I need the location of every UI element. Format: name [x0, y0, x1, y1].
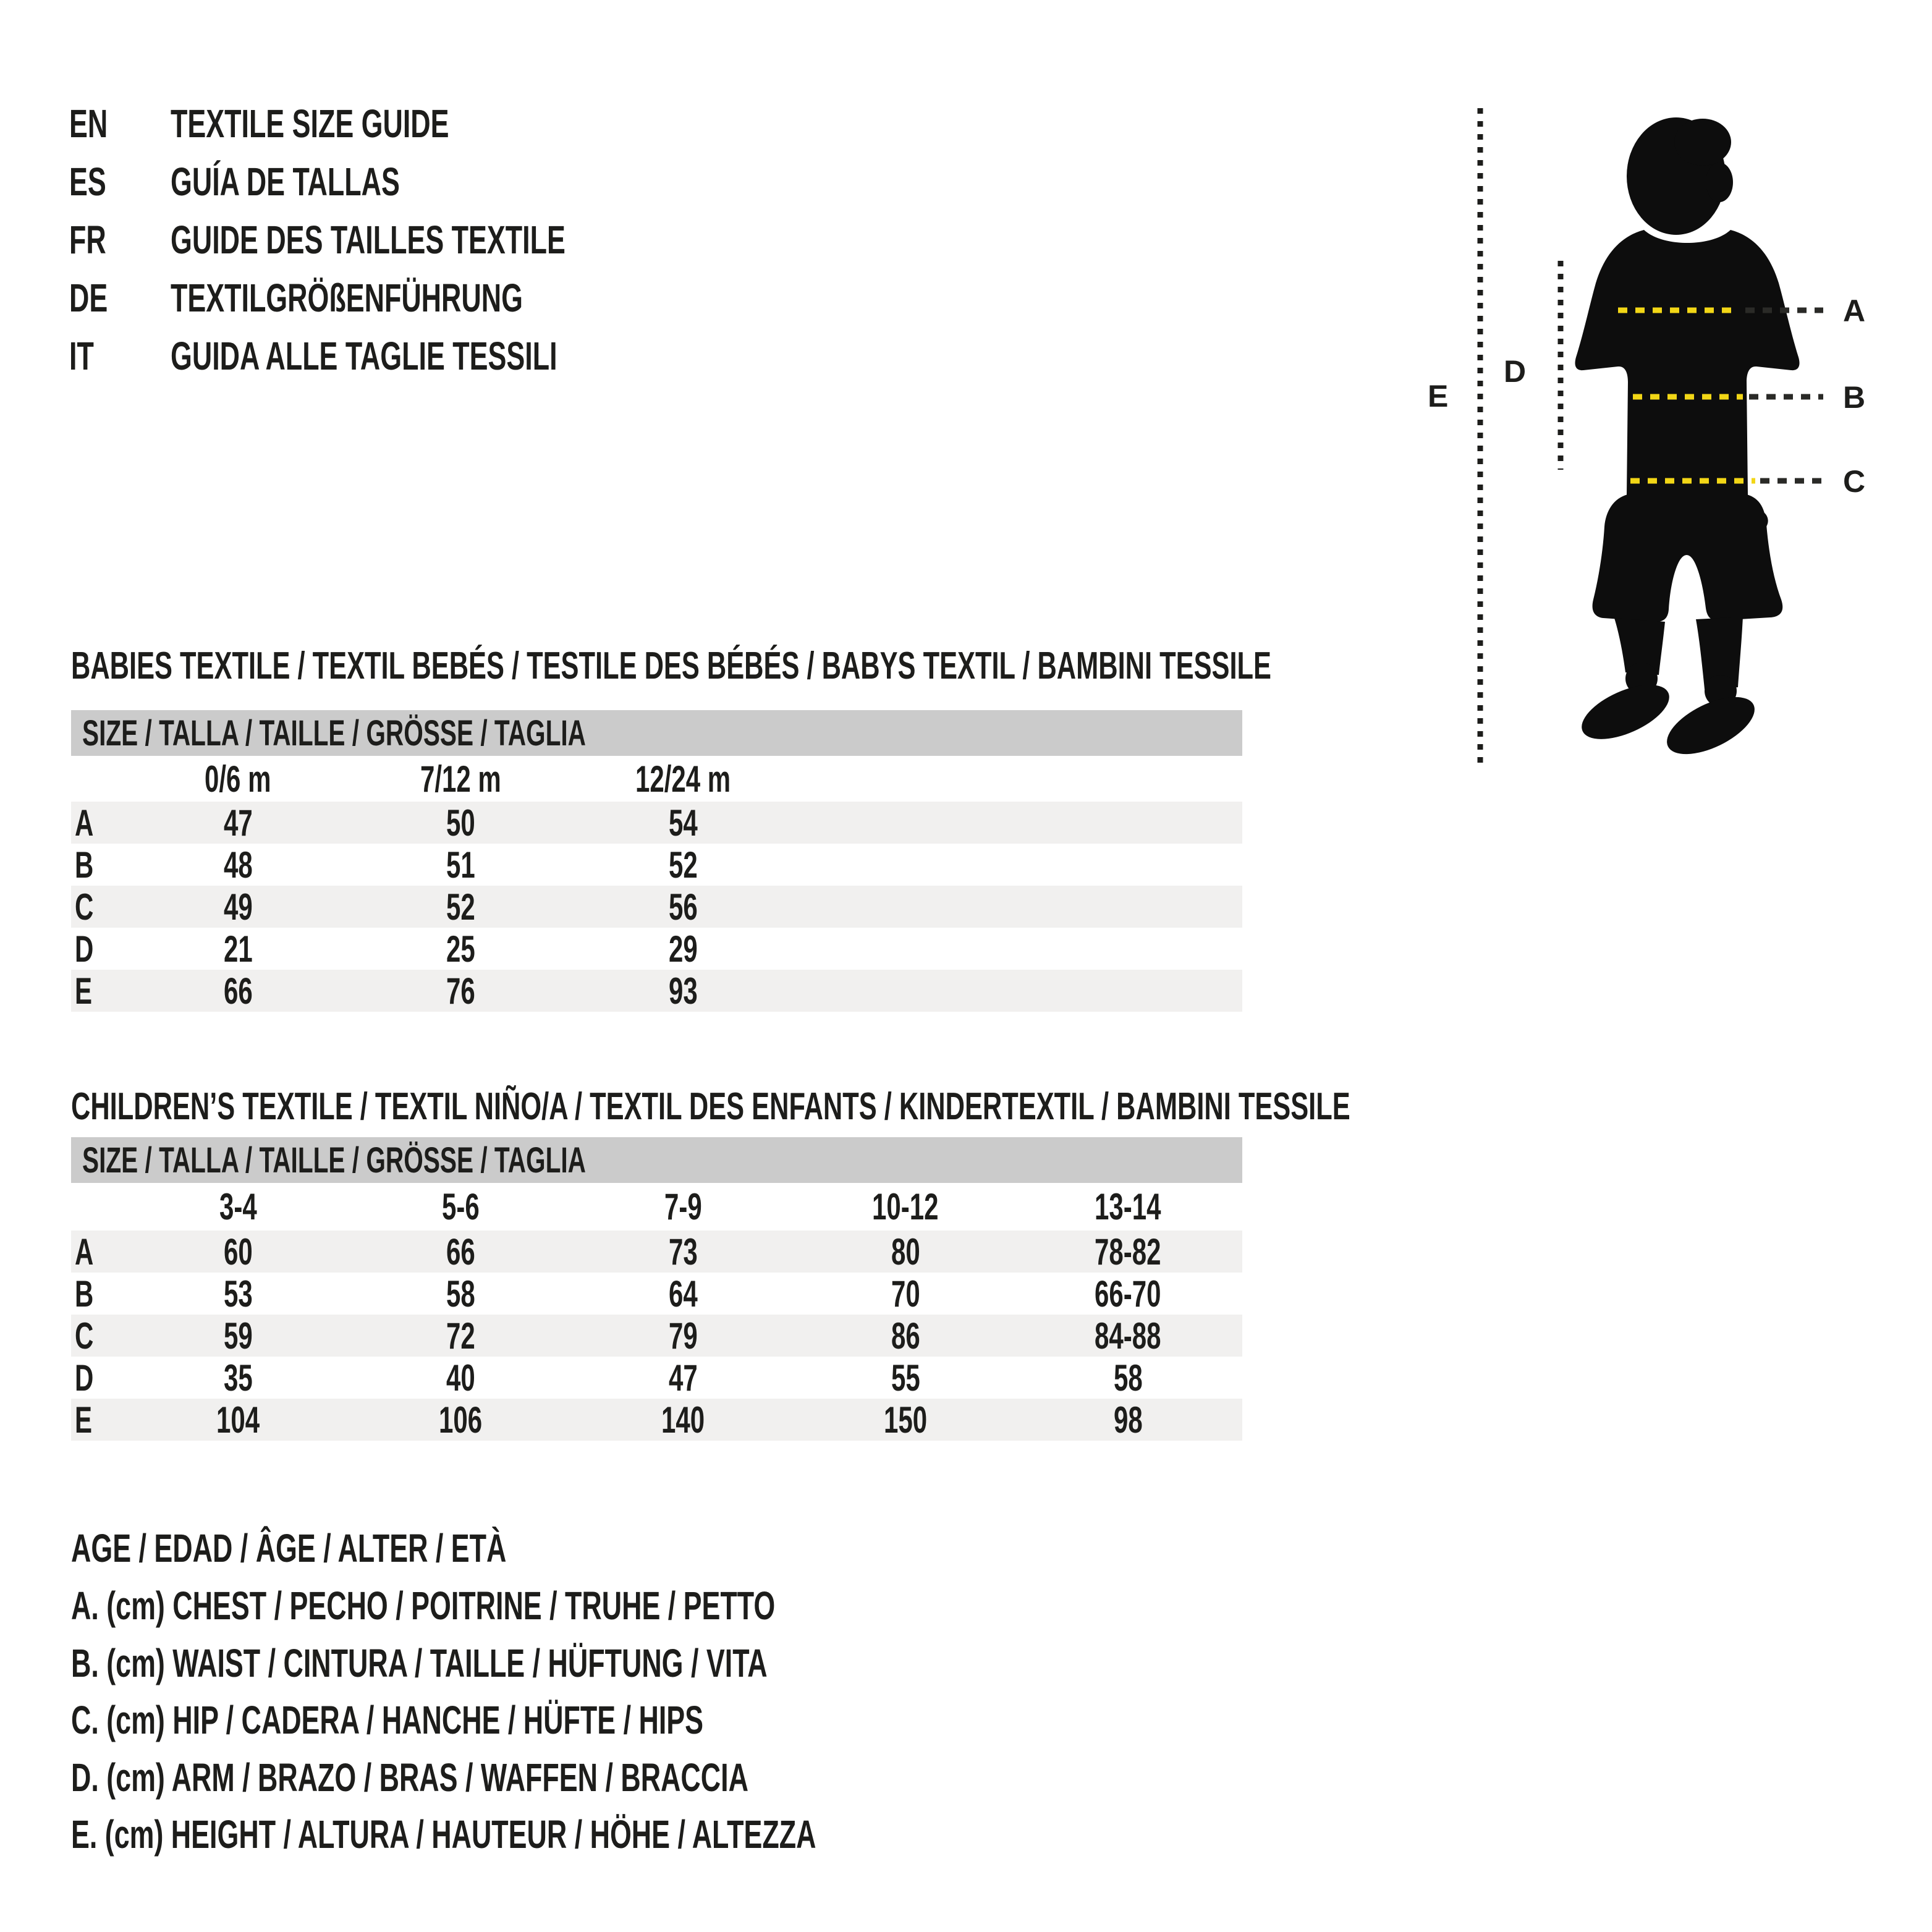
row-label: D	[75, 1357, 94, 1399]
table-cell: 98	[1113, 1399, 1143, 1441]
babies-col-header: 7/12 m	[420, 758, 501, 800]
row-label: D	[75, 928, 94, 970]
row-label: C	[75, 886, 94, 928]
row-label: C	[75, 1315, 94, 1357]
children-column-header-row	[71, 1183, 1242, 1231]
row-label: B	[75, 844, 94, 886]
table-cell: 56	[668, 886, 698, 928]
row-label: E	[75, 970, 93, 1012]
table-cell: 55	[891, 1357, 920, 1399]
language-title: TEXTILGRÖßENFÜHRUNG	[171, 276, 523, 320]
babies-col-header: 12/24 m	[635, 758, 731, 800]
table-cell: 60	[223, 1231, 253, 1273]
table-cell: 21	[223, 928, 253, 970]
language-code: DE	[69, 276, 108, 320]
children-size-header-band	[71, 1137, 1242, 1183]
silhouette-shirt-torso	[1575, 230, 1800, 531]
table-cell: 48	[223, 844, 253, 886]
legend-line-age: AGE / EDAD / ÂGE / ALTER / ETÀ	[71, 1526, 507, 1570]
table-cell: 73	[668, 1231, 698, 1273]
children-col-header: 10-12	[872, 1186, 939, 1227]
figure-label-c: C	[1843, 464, 1866, 499]
language-row-en	[69, 95, 1367, 153]
silhouette-left-shoe	[1574, 674, 1677, 750]
silhouette-ear	[1706, 163, 1733, 202]
table-cell: 35	[223, 1357, 253, 1399]
table-cell: 29	[668, 928, 698, 970]
table-cell: 140	[661, 1399, 705, 1441]
children-table-row-a	[71, 1231, 1242, 1273]
child-silhouette-figure	[1421, 99, 1891, 803]
children-col-header: 3-4	[219, 1186, 257, 1227]
language-title: GUÍA DE TALLAS	[171, 159, 400, 204]
babies-section-heading	[71, 646, 1786, 685]
babies-heading-text: BABIES TEXTILE / TEXTIL BEBÉS / TESTILE DES BÉBÉS / BABYS TEXTIL / BAMBINI TESSILE	[71, 644, 1272, 687]
table-cell: 72	[446, 1315, 475, 1357]
table-cell: 150	[883, 1399, 928, 1441]
table-cell: 79	[668, 1315, 698, 1357]
table-cell: 58	[1113, 1357, 1143, 1399]
language-row-it	[69, 327, 1367, 385]
children-col-header: 5-6	[441, 1186, 480, 1227]
table-cell: 52	[446, 886, 475, 928]
children-table-row-d	[71, 1357, 1242, 1399]
table-cell: 104	[216, 1399, 260, 1441]
language-title: GUIDE DES TAILLES TEXTILE	[171, 218, 566, 262]
babies-column-header-row	[71, 756, 1242, 802]
table-cell: 53	[223, 1273, 253, 1315]
children-heading-text: CHILDREN’S TEXTILE / TEXTIL NIÑO/A / TEXTIL DES ENFANTS / KINDERTEXTIL / BAMBINI TESSILE	[71, 1085, 1350, 1128]
table-cell: 51	[446, 844, 475, 886]
table-cell: 84-88	[1095, 1315, 1161, 1357]
language-row-es	[69, 153, 1367, 211]
children-col-header: 7-9	[664, 1186, 702, 1227]
table-cell: 78-82	[1095, 1231, 1161, 1273]
measurement-figure	[1421, 99, 1891, 803]
legend-line-height: E. (cm) HEIGHT / ALTURA / HAUTEUR / HÖHE / ALTEZZA	[71, 1812, 816, 1857]
language-title-block	[69, 95, 1367, 385]
table-cell: 76	[446, 970, 475, 1012]
row-label: A	[75, 1231, 94, 1273]
children-table-row-e	[71, 1399, 1242, 1441]
legend-line-waist: B. (cm) WAIST / CINTURA / TAILLE / HÜFTUNG / VITA	[71, 1641, 768, 1685]
babies-size-header-band	[71, 710, 1242, 756]
row-label: B	[75, 1273, 94, 1315]
table-cell: 47	[223, 802, 253, 844]
table-cell: 66-70	[1095, 1273, 1161, 1315]
figure-label-b: B	[1843, 380, 1866, 415]
legend-line-hip: C. (cm) HIP / CADERA / HANCHE / HÜFTE / HIPS	[71, 1698, 704, 1742]
babies-table-row-b	[71, 844, 1242, 886]
table-cell: 25	[446, 928, 475, 970]
table-cell: 59	[223, 1315, 253, 1357]
figure-label-e: E	[1428, 379, 1449, 413]
language-title: GUIDA ALLE TAGLIE TESSILI	[171, 334, 557, 378]
table-cell: 86	[891, 1315, 920, 1357]
language-code: ES	[69, 159, 106, 204]
language-row-fr	[69, 211, 1367, 269]
babies-table-row-a	[71, 802, 1242, 844]
language-code: FR	[69, 218, 106, 262]
table-cell: 70	[891, 1273, 920, 1315]
babies-size-header-text: SIZE / TALLA / TAILLE / GRÖSSE / TAGLIA	[82, 713, 586, 753]
babies-table-row-d	[71, 928, 1242, 970]
babies-col-header: 0/6 m	[205, 758, 271, 800]
silhouette-hair	[1674, 119, 1731, 166]
table-cell: 66	[223, 970, 253, 1012]
row-label: E	[75, 1399, 93, 1441]
table-cell: 54	[668, 802, 698, 844]
table-cell: 64	[668, 1273, 698, 1315]
table-cell: 106	[438, 1399, 483, 1441]
table-cell: 52	[668, 844, 698, 886]
figure-label-a: A	[1843, 294, 1866, 328]
table-cell: 66	[446, 1231, 475, 1273]
table-cell: 50	[446, 802, 475, 844]
table-cell: 40	[446, 1357, 475, 1399]
row-label: A	[75, 802, 94, 844]
legend-line-chest: A. (cm) CHEST / PECHO / POITRINE / TRUHE / PETTO	[71, 1583, 776, 1628]
babies-table-row-c	[71, 886, 1242, 928]
table-cell: 93	[668, 970, 698, 1012]
table-cell: 47	[668, 1357, 698, 1399]
language-row-de	[69, 269, 1367, 327]
language-code: IT	[69, 334, 94, 378]
table-cell: 49	[223, 886, 253, 928]
children-size-header-text: SIZE / TALLA / TAILLE / GRÖSSE / TAGLIA	[82, 1140, 586, 1180]
figure-label-d: D	[1504, 354, 1527, 389]
children-section-heading	[71, 1085, 1899, 1128]
table-cell: 58	[446, 1273, 475, 1315]
children-table-row-b	[71, 1273, 1242, 1315]
babies-table-row-e	[71, 970, 1242, 1012]
language-code: EN	[69, 101, 108, 146]
children-table-row-c	[71, 1315, 1242, 1357]
children-col-header: 13-14	[1095, 1186, 1161, 1227]
language-title: TEXTILE SIZE GUIDE	[171, 101, 449, 146]
legend-line-arm: D. (cm) ARM / BRAZO / BRAS / WAFFEN / BRACCIA	[71, 1755, 748, 1800]
table-cell: 80	[891, 1231, 920, 1273]
silhouette-shorts	[1593, 494, 1783, 622]
